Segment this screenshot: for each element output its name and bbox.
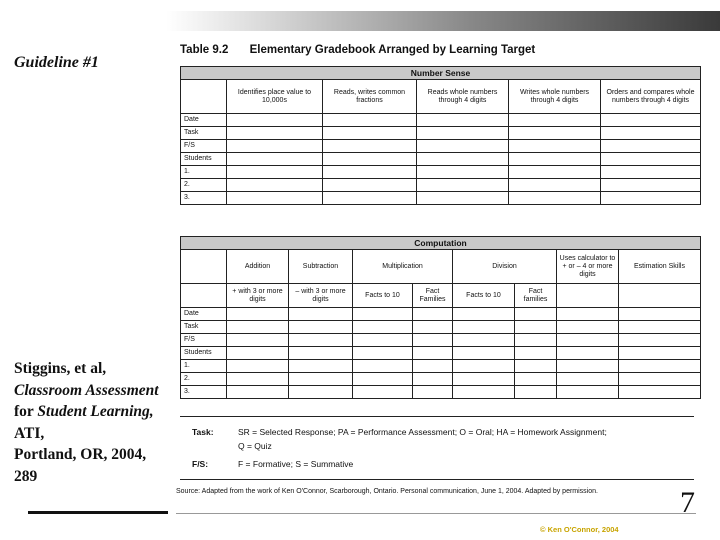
legend-fs-text: F = Formative; S = Summative	[238, 459, 354, 469]
row-label: Task	[181, 127, 227, 140]
citation-title-2: Student Learning,	[37, 403, 154, 420]
row-label: 2.	[181, 179, 227, 192]
subcol-header: Facts to 10	[453, 284, 515, 308]
number-sense-body	[181, 114, 701, 205]
row-label: Date	[181, 308, 227, 321]
legend-task-key: Task:	[192, 427, 214, 437]
subcol-header: Facts to 10	[353, 284, 413, 308]
bottom-rule-thin	[176, 513, 696, 514]
col-header: Writes whole numbers through 4 digits	[509, 80, 601, 114]
number-sense-table	[180, 66, 701, 205]
row-label: Students	[181, 153, 227, 166]
citation-place-year: Portland, OR, 2004, 289	[14, 446, 147, 485]
col-header: Identifies place value to 10,000s	[227, 80, 323, 114]
row-label: 3.	[181, 386, 227, 399]
col-header: Reads, writes common fractions	[323, 80, 417, 114]
guideline-heading: Guideline #1	[14, 54, 99, 71]
row-label: F/S	[181, 140, 227, 153]
row-label: 3.	[181, 192, 227, 205]
subcol-header: – with 3 or more digits	[289, 284, 353, 308]
top-gradient-bar	[166, 11, 720, 31]
col-header: Subtraction	[289, 250, 353, 284]
citation	[14, 358, 164, 487]
table-title-text: Elementary Gradebook Arranged by Learning Target	[249, 44, 536, 56]
corner-cell	[181, 80, 227, 114]
computation-table	[180, 236, 701, 399]
corner-cell	[181, 284, 227, 308]
source-note: Source: Adapted from the work of Ken O'Connor, Scarborough, Ontario. Personal communication, June 1, 2004. Adapted by permission.	[176, 488, 598, 495]
subcol-header: Fact Families	[413, 284, 453, 308]
subcol-header: + with 3 or more digits	[227, 284, 289, 308]
legend-task-text: SR = Selected Response; PA = Performance Assessment; O = Oral; HA = Homework Assignment;	[238, 427, 607, 437]
col-header: Addition	[227, 250, 289, 284]
table-title	[180, 44, 535, 56]
subcol-header: Fact families	[515, 284, 557, 308]
col-header: Multiplication	[353, 250, 453, 284]
col-header: Division	[453, 250, 557, 284]
legend-box	[180, 416, 694, 480]
table-number: Table 9.2	[180, 44, 229, 56]
row-label: Date	[181, 114, 227, 127]
scanned-table-page	[170, 40, 700, 510]
legend-task-row	[192, 427, 607, 437]
legend-fs-key: F/S:	[192, 459, 209, 469]
legend-fs-row	[192, 459, 353, 469]
number-sense-title: Number Sense	[181, 67, 701, 80]
computation-title: Computation	[181, 237, 701, 250]
bottom-rule	[28, 511, 168, 514]
col-header: Uses calculator to + or – 4 or more digits	[557, 250, 619, 284]
legend-task-row-2	[192, 441, 272, 451]
col-header: Reads whole numbers through 4 digits	[417, 80, 509, 114]
row-label: F/S	[181, 334, 227, 347]
col-header: Estimation Skills	[619, 250, 701, 284]
legend-task-text-2: Q = Quiz	[238, 441, 272, 451]
citation-title-1: Classroom Assessment	[14, 381, 159, 399]
row-label: 1.	[181, 360, 227, 373]
citation-authors: Stiggins, et al,	[14, 360, 107, 377]
corner-cell	[181, 250, 227, 284]
row-label: 2.	[181, 373, 227, 386]
slide-number: 7	[680, 486, 695, 519]
computation-body	[181, 308, 701, 399]
col-header: Orders and compares whole numbers through 4 digits	[601, 80, 701, 114]
citation-publisher: ATI,	[14, 424, 45, 442]
copyright-notice: © Ken O'Connor, 2004	[540, 525, 619, 534]
row-label: Task	[181, 321, 227, 334]
row-label: Students	[181, 347, 227, 360]
row-label: 1.	[181, 166, 227, 179]
citation-for: for	[14, 403, 34, 420]
